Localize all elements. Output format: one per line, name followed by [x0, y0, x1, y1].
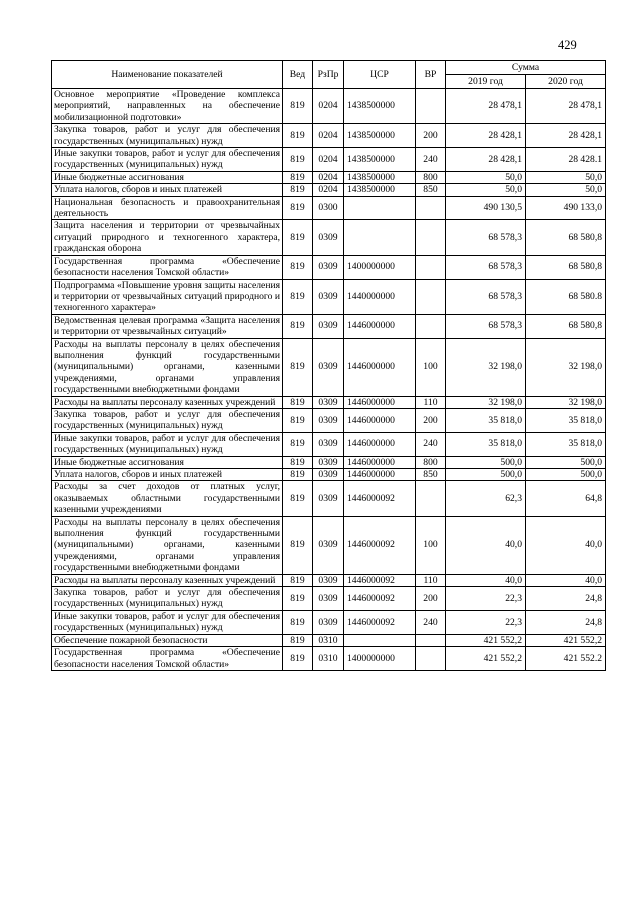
- row-rzpr: 0309: [313, 279, 344, 314]
- row-ved: 819: [283, 516, 313, 574]
- row-sum-2020: 32 198,0: [526, 338, 606, 396]
- row-name: Иные бюджетные ассигнования: [52, 456, 283, 468]
- row-sum-2020: 35 818,0: [526, 432, 606, 456]
- row-sum-2019: 22,3: [446, 610, 526, 634]
- header-csr: ЦСР: [344, 61, 416, 89]
- row-rzpr: 0309: [313, 314, 344, 338]
- table-row: [52, 148, 606, 172]
- row-csr: [344, 196, 416, 220]
- table-row: [52, 196, 606, 220]
- row-name: Закупка товаров, работ и услуг для обеспечения государственных (муниципальных) нужд: [52, 587, 283, 611]
- row-ved: 819: [283, 610, 313, 634]
- header-2020: 2020 год: [526, 75, 606, 89]
- row-ved: 819: [283, 396, 313, 408]
- table-row: [52, 647, 606, 671]
- row-sum-2020: 28 428,1: [526, 124, 606, 148]
- row-ved: 819: [283, 196, 313, 220]
- row-sum-2019: 68 578,3: [446, 220, 526, 255]
- header-sum: Сумма: [446, 61, 606, 75]
- row-vr: [416, 220, 446, 255]
- row-rzpr: 0204: [313, 184, 344, 196]
- row-sum-2019: 28 478,1: [446, 89, 526, 124]
- row-csr: 1438500000: [344, 124, 416, 148]
- row-csr: 1446000000: [344, 408, 416, 432]
- row-name: Государственная программа «Обеспечение безопасности населения Томской области»: [52, 255, 283, 279]
- row-sum-2019: 68 578,3: [446, 314, 526, 338]
- budget-table: [51, 60, 606, 671]
- row-vr: 200: [416, 124, 446, 148]
- row-sum-2019: 22,3: [446, 587, 526, 611]
- table-row: [52, 220, 606, 255]
- row-rzpr: 0309: [313, 396, 344, 408]
- row-rzpr: 0309: [313, 432, 344, 456]
- page-number: 429: [558, 38, 577, 52]
- row-csr: 1440000000: [344, 279, 416, 314]
- row-sum-2020: 24,8: [526, 587, 606, 611]
- row-sum-2019: 500,0: [446, 469, 526, 481]
- row-sum-2019: 421 552,2: [446, 647, 526, 671]
- row-ved: 819: [283, 587, 313, 611]
- row-ved: 819: [283, 171, 313, 183]
- row-sum-2019: 35 818,0: [446, 432, 526, 456]
- row-ved: 819: [283, 184, 313, 196]
- row-csr: 1446000000: [344, 432, 416, 456]
- row-ved: 819: [283, 432, 313, 456]
- row-rzpr: 0309: [313, 481, 344, 516]
- row-vr: [416, 634, 446, 646]
- row-rzpr: 0309: [313, 338, 344, 396]
- row-ved: 819: [283, 89, 313, 124]
- row-ved: 819: [283, 279, 313, 314]
- row-rzpr: 0309: [313, 220, 344, 255]
- row-name: Государственная программа «Обеспечение безопасности населения Томской области»: [52, 647, 283, 671]
- row-sum-2019: 28 428,1: [446, 124, 526, 148]
- row-csr: 1446000092: [344, 610, 416, 634]
- table-row: [52, 432, 606, 456]
- row-name: Иные закупки товаров, работ и услуг для обеспечения государственных (муниципальных) нужд: [52, 610, 283, 634]
- row-sum-2019: 490 130,5: [446, 196, 526, 220]
- row-vr: [416, 89, 446, 124]
- row-name: Расходы за счет доходов от платных услуг, оказываемых областными государственными казенными учреждениями: [52, 481, 283, 516]
- table-row: [52, 184, 606, 196]
- row-sum-2019: 40,0: [446, 516, 526, 574]
- row-rzpr: 0310: [313, 634, 344, 646]
- table-row: [52, 408, 606, 432]
- row-csr: 1446000092: [344, 481, 416, 516]
- row-rzpr: 0309: [313, 255, 344, 279]
- table-row: [52, 279, 606, 314]
- row-sum-2019: 68 578,3: [446, 279, 526, 314]
- row-rzpr: 0204: [313, 148, 344, 172]
- row-sum-2020: 35 818,0: [526, 408, 606, 432]
- table-row: [52, 89, 606, 124]
- row-ved: 819: [283, 647, 313, 671]
- row-csr: 1446000092: [344, 516, 416, 574]
- row-name: Закупка товаров, работ и услуг для обеспечения государственных (муниципальных) нужд: [52, 124, 283, 148]
- row-vr: [416, 647, 446, 671]
- row-vr: 200: [416, 587, 446, 611]
- table-body: [52, 89, 606, 671]
- row-vr: 100: [416, 338, 446, 396]
- row-csr: [344, 634, 416, 646]
- row-rzpr: 0300: [313, 196, 344, 220]
- row-name: Закупка товаров, работ и услуг для обеспечения государственных (муниципальных) нужд: [52, 408, 283, 432]
- row-rzpr: 0309: [313, 469, 344, 481]
- row-vr: [416, 279, 446, 314]
- row-vr: 110: [416, 574, 446, 586]
- row-vr: 240: [416, 610, 446, 634]
- table-row: [52, 338, 606, 396]
- row-rzpr: 0309: [313, 574, 344, 586]
- row-vr: 100: [416, 516, 446, 574]
- row-csr: 1446000000: [344, 456, 416, 468]
- row-ved: 819: [283, 314, 313, 338]
- row-rzpr: 0309: [313, 516, 344, 574]
- row-name: Обеспечение пожарной безопасности: [52, 634, 283, 646]
- row-sum-2019: 421 552,2: [446, 634, 526, 646]
- row-sum-2020: 28 478,1: [526, 89, 606, 124]
- row-name: Расходы на выплаты персоналу казенных учреждений: [52, 396, 283, 408]
- table-row: [52, 634, 606, 646]
- row-name: Расходы на выплаты персоналу в целях обеспечения выполнения функций государственными (муниципальными) органами, казенными учреждениями, органами управления государственными внебюджетными фондами: [52, 516, 283, 574]
- row-csr: 1446000000: [344, 469, 416, 481]
- row-sum-2019: 500,0: [446, 456, 526, 468]
- row-ved: 819: [283, 148, 313, 172]
- row-sum-2020: 500,0: [526, 469, 606, 481]
- row-csr: 1446000092: [344, 574, 416, 586]
- row-name: Уплата налогов, сборов и иных платежей: [52, 469, 283, 481]
- row-rzpr: 0309: [313, 408, 344, 432]
- row-name: Защита населения и территории от чрезвычайных ситуаций природного и техногенного характера, гражданская оборона: [52, 220, 283, 255]
- table-row: [52, 587, 606, 611]
- row-rzpr: 0204: [313, 124, 344, 148]
- header-rzpr: РзПр: [313, 61, 344, 89]
- table-row: [52, 574, 606, 586]
- row-csr: 1400000000: [344, 255, 416, 279]
- row-vr: 240: [416, 148, 446, 172]
- table-row: [52, 469, 606, 481]
- row-rzpr: 0309: [313, 610, 344, 634]
- row-name: Уплата налогов, сборов и иных платежей: [52, 184, 283, 196]
- row-name: Иные бюджетные ассигнования: [52, 171, 283, 183]
- header-ved: Вед: [283, 61, 313, 89]
- row-sum-2020: 64,8: [526, 481, 606, 516]
- row-sum-2020: 490 133,0: [526, 196, 606, 220]
- table-header: [52, 61, 606, 89]
- row-vr: 110: [416, 396, 446, 408]
- row-name: Иные закупки товаров, работ и услуг для обеспечения государственных (муниципальных) нужд: [52, 148, 283, 172]
- row-sum-2020: 68 580.8: [526, 279, 606, 314]
- row-vr: [416, 255, 446, 279]
- row-rzpr: 0309: [313, 587, 344, 611]
- row-sum-2020: 68 580,8: [526, 314, 606, 338]
- row-ved: 819: [283, 456, 313, 468]
- table-row: [52, 396, 606, 408]
- header-vr: ВР: [416, 61, 446, 89]
- row-vr: 200: [416, 408, 446, 432]
- header-2019: 2019 год: [446, 75, 526, 89]
- row-csr: 1438500000: [344, 89, 416, 124]
- row-sum-2020: 28 428.1: [526, 148, 606, 172]
- row-sum-2019: 35 818,0: [446, 408, 526, 432]
- row-vr: 800: [416, 456, 446, 468]
- table-row: [52, 516, 606, 574]
- row-sum-2020: 50,0: [526, 171, 606, 183]
- row-csr: 1438500000: [344, 171, 416, 183]
- row-name: Национальная безопасность и правоохранительная деятельность: [52, 196, 283, 220]
- table-row: [52, 124, 606, 148]
- row-csr: 1438500000: [344, 148, 416, 172]
- row-sum-2020: 68 580,8: [526, 255, 606, 279]
- row-csr: 1400000000: [344, 647, 416, 671]
- row-name: Ведомственная целевая программа «Защита населения и территории от чрезвычайных ситуаций»: [52, 314, 283, 338]
- row-csr: 1446000000: [344, 338, 416, 396]
- row-rzpr: 0310: [313, 647, 344, 671]
- row-csr: 1438500000: [344, 184, 416, 196]
- row-sum-2020: 32 198,0: [526, 396, 606, 408]
- row-ved: 819: [283, 255, 313, 279]
- row-csr: 1446000000: [344, 396, 416, 408]
- row-rzpr: 0309: [313, 456, 344, 468]
- row-vr: 850: [416, 184, 446, 196]
- row-vr: 800: [416, 171, 446, 183]
- row-ved: 819: [283, 338, 313, 396]
- row-ved: 819: [283, 124, 313, 148]
- row-name: Расходы на выплаты персоналу в целях обеспечения выполнения функций государственными (муниципальными) органами, казенными учреждениями, органами управления государственными внебюджетными фондами: [52, 338, 283, 396]
- row-vr: [416, 481, 446, 516]
- row-sum-2020: 500,0: [526, 456, 606, 468]
- row-sum-2020: 40,0: [526, 516, 606, 574]
- row-vr: [416, 196, 446, 220]
- table-row: [52, 171, 606, 183]
- row-sum-2020: 68 580,8: [526, 220, 606, 255]
- row-sum-2020: 40,0: [526, 574, 606, 586]
- table-row: [52, 481, 606, 516]
- row-sum-2019: 40,0: [446, 574, 526, 586]
- row-vr: [416, 314, 446, 338]
- row-sum-2019: 50,0: [446, 184, 526, 196]
- row-sum-2020: 421 552,2: [526, 634, 606, 646]
- row-sum-2019: 62,3: [446, 481, 526, 516]
- table-row: [52, 255, 606, 279]
- table-row: [52, 610, 606, 634]
- row-name: Расходы на выплаты персоналу казенных учреждений: [52, 574, 283, 586]
- row-sum-2019: 32 198,0: [446, 338, 526, 396]
- row-sum-2020: 50,0: [526, 184, 606, 196]
- row-rzpr: 0204: [313, 89, 344, 124]
- row-sum-2020: 421 552.2: [526, 647, 606, 671]
- row-ved: 819: [283, 220, 313, 255]
- row-csr: 1446000092: [344, 587, 416, 611]
- row-csr: 1446000000: [344, 314, 416, 338]
- row-ved: 819: [283, 469, 313, 481]
- row-name: Иные закупки товаров, работ и услуг для обеспечения государственных (муниципальных) нужд: [52, 432, 283, 456]
- row-csr: [344, 220, 416, 255]
- row-ved: 819: [283, 481, 313, 516]
- row-sum-2019: 68 578,3: [446, 255, 526, 279]
- row-sum-2019: 50,0: [446, 171, 526, 183]
- row-vr: 240: [416, 432, 446, 456]
- table-row: [52, 314, 606, 338]
- row-sum-2019: 28 428,1: [446, 148, 526, 172]
- row-sum-2019: 32 198,0: [446, 396, 526, 408]
- table-row: [52, 456, 606, 468]
- row-name: Подпрограмма «Повышение уровня защиты населения и территории от чрезвычайных ситуаций природного и техногенного характера»: [52, 279, 283, 314]
- row-ved: 819: [283, 574, 313, 586]
- row-ved: 819: [283, 408, 313, 432]
- row-name: Основное мероприятие «Проведение комплекса мероприятий, направленных на обеспечение мобилизационной подготовки»: [52, 89, 283, 124]
- row-sum-2020: 24,8: [526, 610, 606, 634]
- row-ved: 819: [283, 634, 313, 646]
- header-name: Наименование показателей: [52, 61, 283, 89]
- row-vr: 850: [416, 469, 446, 481]
- row-rzpr: 0204: [313, 171, 344, 183]
